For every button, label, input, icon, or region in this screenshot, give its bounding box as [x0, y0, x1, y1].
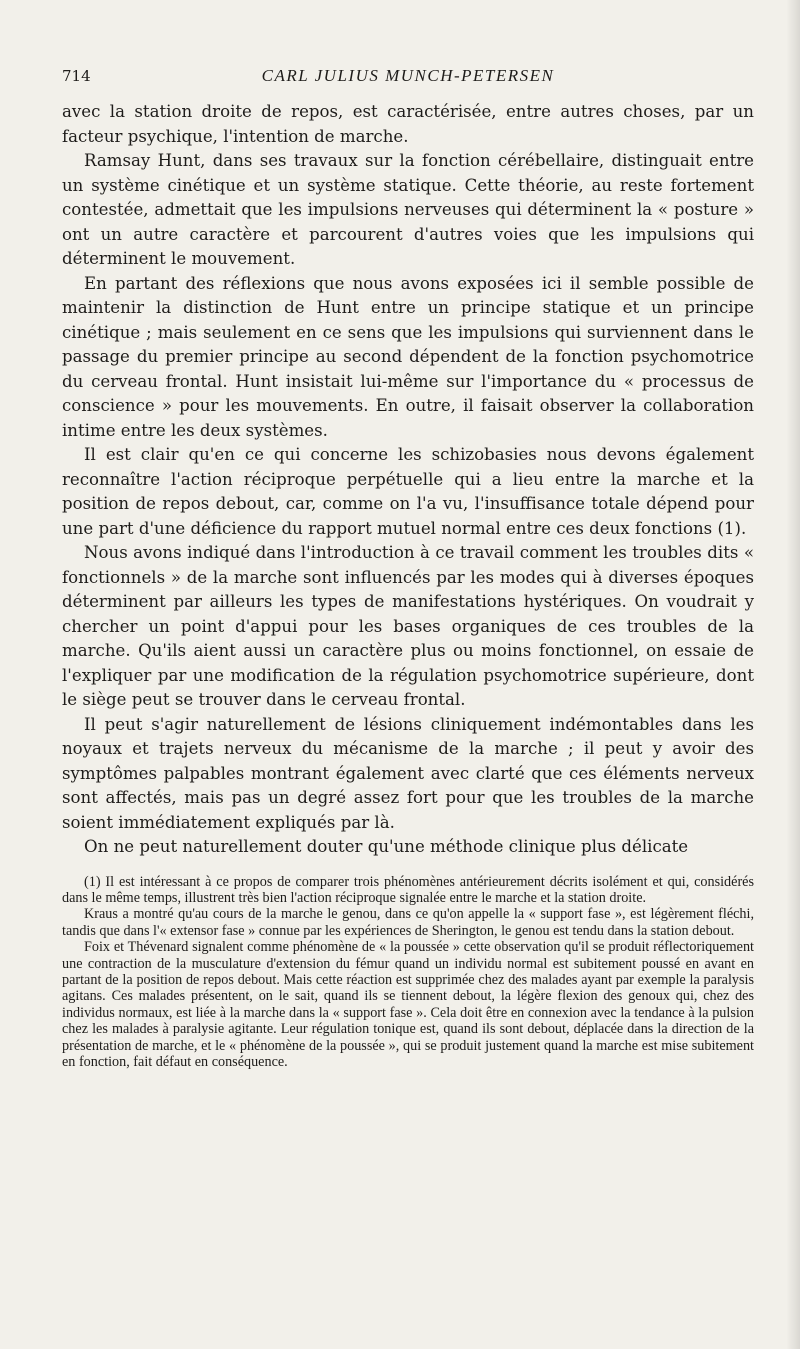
- page-number: 714: [62, 67, 91, 85]
- footnote-paragraph: (1) Il est intéressant à ce propos de comparer trois phénomènes antérieurement décrits isolément et qui, considérés dans le même temps, illustrent très bien l'action réciproque signalée entre le marche et la station droite.: [62, 873, 754, 906]
- page-edge-shadow: [786, 0, 800, 1349]
- body-paragraph: En partant des réflexions que nous avons exposées ici il semble possible de maintenir la distinction de Hunt entre un principe statique et un principe cinétique ; mais seulement en ce sens que les impulsions qui surviennent dans le passage du premier principe au second dépendent de la fonction psychomotrice du cerveau frontal. Hunt insistait lui-même sur l'importance du « processus de conscience » pour les mouvements. En outre, il faisait observer la collaboration intime entre les deux systèmes.: [62, 273, 754, 440]
- running-title: CARL JULIUS MUNCH-PETERSEN: [261, 66, 555, 85]
- body-paragraph: Il peut s'agir naturellement de lésions cliniquement indémontables dans les noyaux et trajets nerveux du mécanisme de la marche ; il peut y avoir des symptômes palpables montrant également avec clarté que ces éléments nerveux sont affectés, mais pas un degré assez fort pour que les troubles de la marche soient immédiatement expliqués par là.: [62, 714, 754, 832]
- page: [62, 66, 754, 1070]
- body-paragraph: Il est clair qu'en ce qui concerne les schizobasies nous devons également reconnaître l'action réciproque perpétuelle qui a lieu entre la marche et la position de repos debout, car, comme on l'a vu, l'insuffisance totale dépend pour une part d'une déficience du rapport mutuel normal entre ces deux fonctions (1).: [62, 445, 754, 538]
- body-paragraph: Nous avons indiqué dans l'introduction à ce travail comment les troubles dits « fonctionnels » de la marche sont influencés par les modes qui à diverses époques déterminent par ailleurs les types de manifestations hystériques. On voudrait y chercher un point d'appui pour les bases organiques de ces troubles de la marche. Qu'ils aient aussi un caractère plus ou moins fonctionnel, on essaie de l'expliquer par une modification de la régulation psychomotrice supérieure, dont le siège peut se trouver dans le cerveau frontal.: [62, 543, 754, 709]
- body-paragraph: Ramsay Hunt, dans ses travaux sur la fonction cérébellaire, distinguait entre un système cinétique et un système statique. Cette théorie, au reste fortement contestée, admettait que les impulsions nerveuses qui déterminent la « posture » ont un autre caractère et parcourent d'autres voies que les impulsions qui déterminent le mouvement.: [62, 151, 754, 268]
- body-text: [62, 100, 754, 860]
- footnote-paragraph: Kraus a montré qu'au cours de la marche le genou, dans ce qu'on appelle la « support fase », est légèrement fléchi, tandis que dans l'« extensor fase » connue par les expériences de Sherington, le genou est tendu dans la station debout.: [62, 906, 754, 939]
- body-paragraph: avec la station droite de repos, est caractérisée, entre autres choses, par un facteur psychique, l'intention de marche.: [62, 102, 754, 146]
- page-header: [62, 66, 754, 92]
- footnotes: [62, 874, 754, 1071]
- body-paragraph: On ne peut naturellement douter qu'une méthode clinique plus délicate: [84, 837, 689, 856]
- footnote-paragraph: Foix et Thévenard signalent comme phénomène de « la poussée » cette observation qu'il se produit réflectoriquement une contraction de la musculature d'extension du fémur quand un individu normal est subitement poussé en avant en partant de la position de repos debout. Mais cette réaction est supprimée chez des malades ayant par exemple la paralysis agitans. Ces malades présentent, on le sait, quand ils se tiennent debout, la légère flexion des genoux qui, chez des individus normaux, est liée à la marche dans la « support fase ». Cela doit être en connexion avec la tendance à la pulsion chez les malades à paralysie agitante. Leur régulation tonique est, quand ils sont debout, déplacée dans la direction de la présentation de marche, et le « phénomène de la poussée », qui se produit justement quand la marche est mise subitement en fonction, fait défaut en conséquence.: [62, 939, 754, 1070]
